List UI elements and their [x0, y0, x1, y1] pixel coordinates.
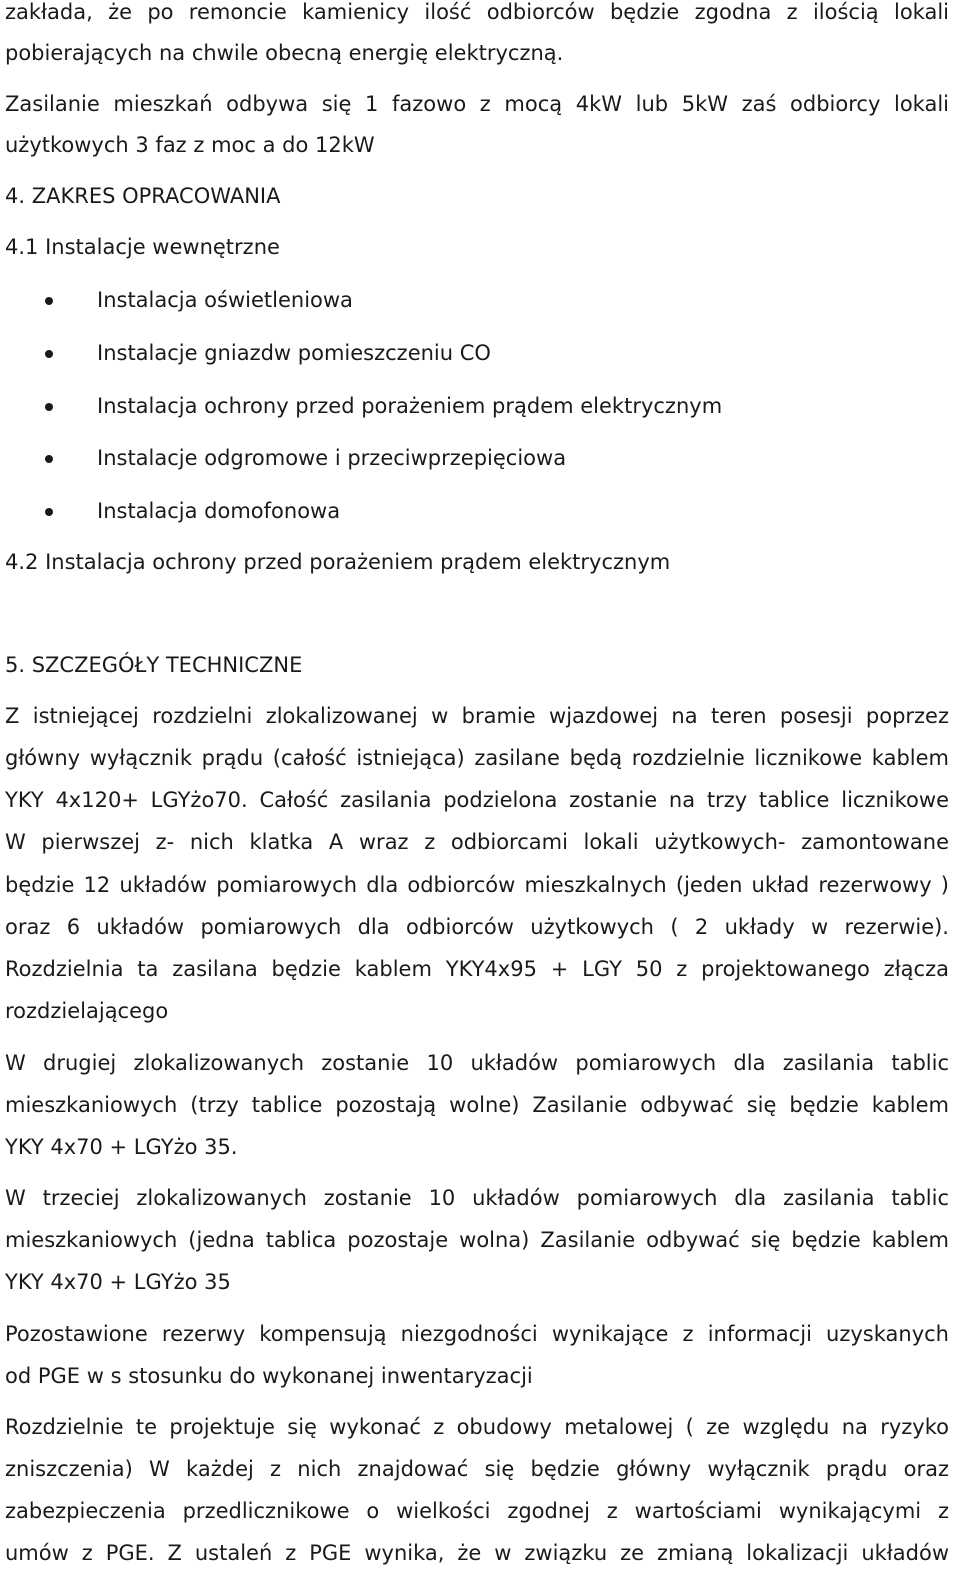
text-line: Rozdzielnie te projektuje się wykonać z obudowy metalowej ( ze względu na ryzyko — [5, 1415, 949, 1439]
text-line: Rozdzielnia ta zasilana będzie kablem YKY4x95 + LGY 50 z projektowanego złącza — [5, 957, 949, 981]
text-line: YKY 4x70 + LGYżo 35 — [5, 1270, 231, 1294]
text-line: będzie 12 układów pomiarowych dla odbiorców mieszkalnych (jeden układ rezerwowy ) — [5, 873, 949, 897]
list-item-label: Instalacja domofonowa — [97, 499, 341, 523]
text-line: Z istniejącej rozdzielni zlokalizowanej w bramie wjazdowej na teren posesji poprzez — [5, 704, 949, 728]
text-line: zniszczenia) W każdej z nich znajdować się będzie główny wyłącznik prądu oraz — [5, 1457, 949, 1481]
list-item-label: Instalacja oświetleniowa — [97, 288, 353, 312]
bullet-icon — [45, 403, 53, 411]
text-line: od PGE w s stosunku do wykonanej inwentaryzacji — [5, 1364, 533, 1388]
section-heading: 4. ZAKRES OPRACOWANIA — [5, 184, 281, 208]
bullet-icon — [45, 455, 53, 463]
list-item-label: Instalacje gniazdw pomieszczeniu CO — [97, 341, 491, 365]
text-line: mieszkaniowych (jedna tablica pozostaje wolna) Zasilanie odbywać się będzie kablem — [5, 1228, 949, 1252]
text-line: główny wyłącznik prądu (całość istniejąca) zasilane będą rozdzielnie licznikowe kablem — [5, 746, 949, 770]
section-heading: 5. SZCZEGÓŁY TECHNICZNE — [5, 653, 303, 677]
text-line: mieszkaniowych (trzy tablice pozostają wolne) Zasilanie odbywać się będzie kablem — [5, 1093, 949, 1117]
bullet-icon — [45, 350, 53, 358]
text-line: YKY 4x70 + LGYżo 35. — [5, 1135, 238, 1159]
text-line: rozdzielającego — [5, 999, 169, 1023]
text-line: Pozostawione rezerwy kompensują niezgodności wynikające z informacji uzyskanych — [5, 1322, 949, 1346]
text-line: Zasilanie mieszkań odbywa się 1 fazowo z mocą 4kW lub 5kW zaś odbiorcy lokali — [5, 92, 949, 116]
text-line: użytkowych 3 faz z moc a do 12kW — [5, 133, 375, 157]
subsection-heading: 4.1 Instalacje wewnętrzne — [5, 235, 280, 259]
text-line: umów z PGE. Z ustaleń z PGE wynika, że w związku ze zmianą lokalizacji układów — [5, 1541, 949, 1565]
text-line: zabezpieczenia przedlicznikowe o wielkości zgodnej z wartościami wynikającymi z — [5, 1499, 949, 1523]
bullet-icon — [45, 508, 53, 516]
subsection-heading: 4.2 Instalacja ochrony przed porażeniem prądem elektrycznym — [5, 550, 671, 574]
text-line: W drugiej zlokalizowanych zostanie 10 układów pomiarowych dla zasilania tablic — [5, 1051, 949, 1075]
text-line: zakłada, że po remoncie kamienicy ilość odbiorców będzie zgodna z ilością lokali — [5, 0, 949, 24]
bullet-icon — [45, 297, 53, 305]
text-line: W pierwszej z- nich klatka A wraz z odbiorcami lokali użytkowych- zamontowane — [5, 830, 949, 854]
list-item-label: Instalacja ochrony przed porażeniem prądem elektrycznym — [97, 394, 723, 418]
text-line: YKY 4x120+ LGYżo70. Całość zasilania podzielona zostanie na trzy tablice licznikowe — [5, 788, 949, 812]
text-line: oraz 6 układów pomiarowych dla odbiorców użytkowych ( 2 układy w rezerwie). — [5, 915, 949, 939]
list-item-label: Instalacje odgromowe i przeciwprzepięciowa — [97, 446, 567, 470]
text-line: W trzeciej zlokalizowanych zostanie 10 układów pomiarowych dla zasilania tablic — [5, 1186, 949, 1210]
text-line: pobierających na chwile obecną energię elektryczną. — [5, 41, 564, 65]
